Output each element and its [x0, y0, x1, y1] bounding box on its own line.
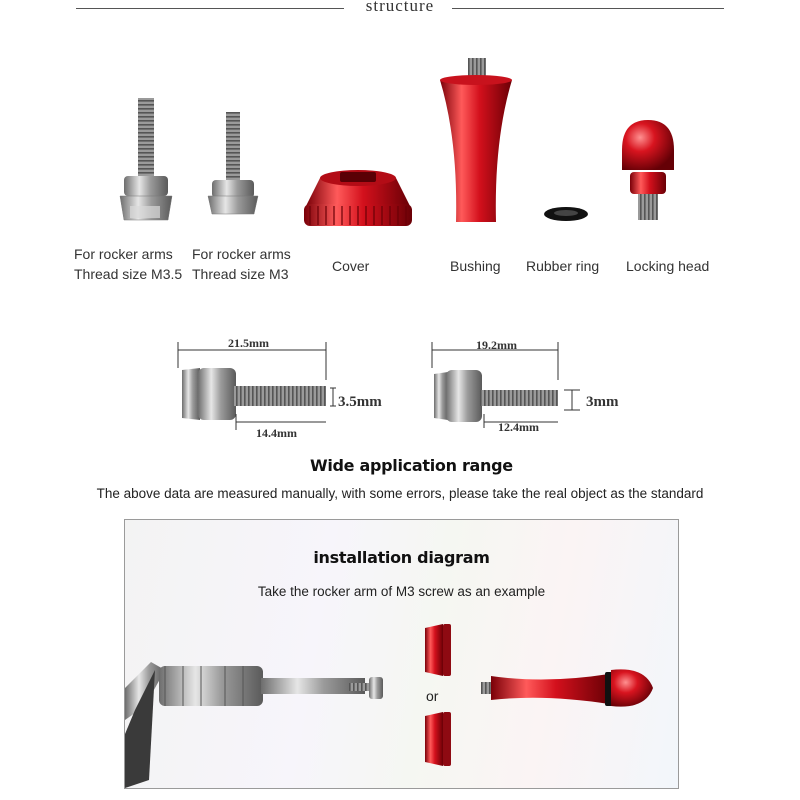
dimension-drawings	[0, 330, 800, 450]
structure-title: structure	[365, 0, 435, 15]
measurement-note: The above data are measured manually, with some errors, please take the real object as the standard	[96, 486, 704, 501]
dimension-m35-length: 21.5mm	[228, 336, 269, 350]
part-label-rubber-ring: Rubber ring	[526, 258, 600, 274]
installation-title: installation diagram	[313, 548, 490, 567]
dimension-m3-length: 19.2mm	[476, 338, 517, 352]
installation-cover-bottom-image	[425, 712, 451, 766]
locking-head-image	[622, 120, 674, 220]
screw-m3-image	[208, 112, 258, 214]
installation-cover-top-image	[425, 624, 451, 676]
parts-illustration	[0, 0, 800, 240]
application-heading: Wide application range	[310, 456, 513, 475]
part-label-screw-m35: For rocker arms Thread size M3.5	[74, 246, 183, 282]
screw-m3-dimension-image	[432, 342, 580, 428]
screw-m35-image	[120, 98, 172, 220]
part-label-screw-m3: For rocker arms Thread size M3	[192, 246, 291, 282]
part-label-locking-head: Locking head	[626, 258, 710, 274]
installation-or-label: or	[426, 688, 439, 704]
rubber-ring-image	[544, 207, 588, 221]
screw-m35-dimension-image	[178, 342, 336, 430]
part-label-cover: Cover	[332, 258, 370, 274]
installation-illustration	[125, 520, 678, 788]
bushing-image	[440, 58, 512, 222]
dimension-m3-thread-length: 12.4mm	[498, 420, 539, 434]
cover-image	[304, 170, 412, 226]
rocker-arm-image	[125, 662, 369, 788]
dimension-m35-thread-length: 14.4mm	[256, 426, 297, 440]
dimension-m35-diameter: 3.5mm	[338, 394, 382, 410]
installation-bushing-assembly-image	[481, 669, 653, 706]
installation-panel	[124, 519, 679, 789]
part-label-bushing: Bushing	[450, 258, 501, 274]
installation-subtitle: Take the rocker arm of M3 screw as an example	[257, 584, 546, 599]
dimension-m3-diameter: 3mm	[586, 394, 619, 410]
